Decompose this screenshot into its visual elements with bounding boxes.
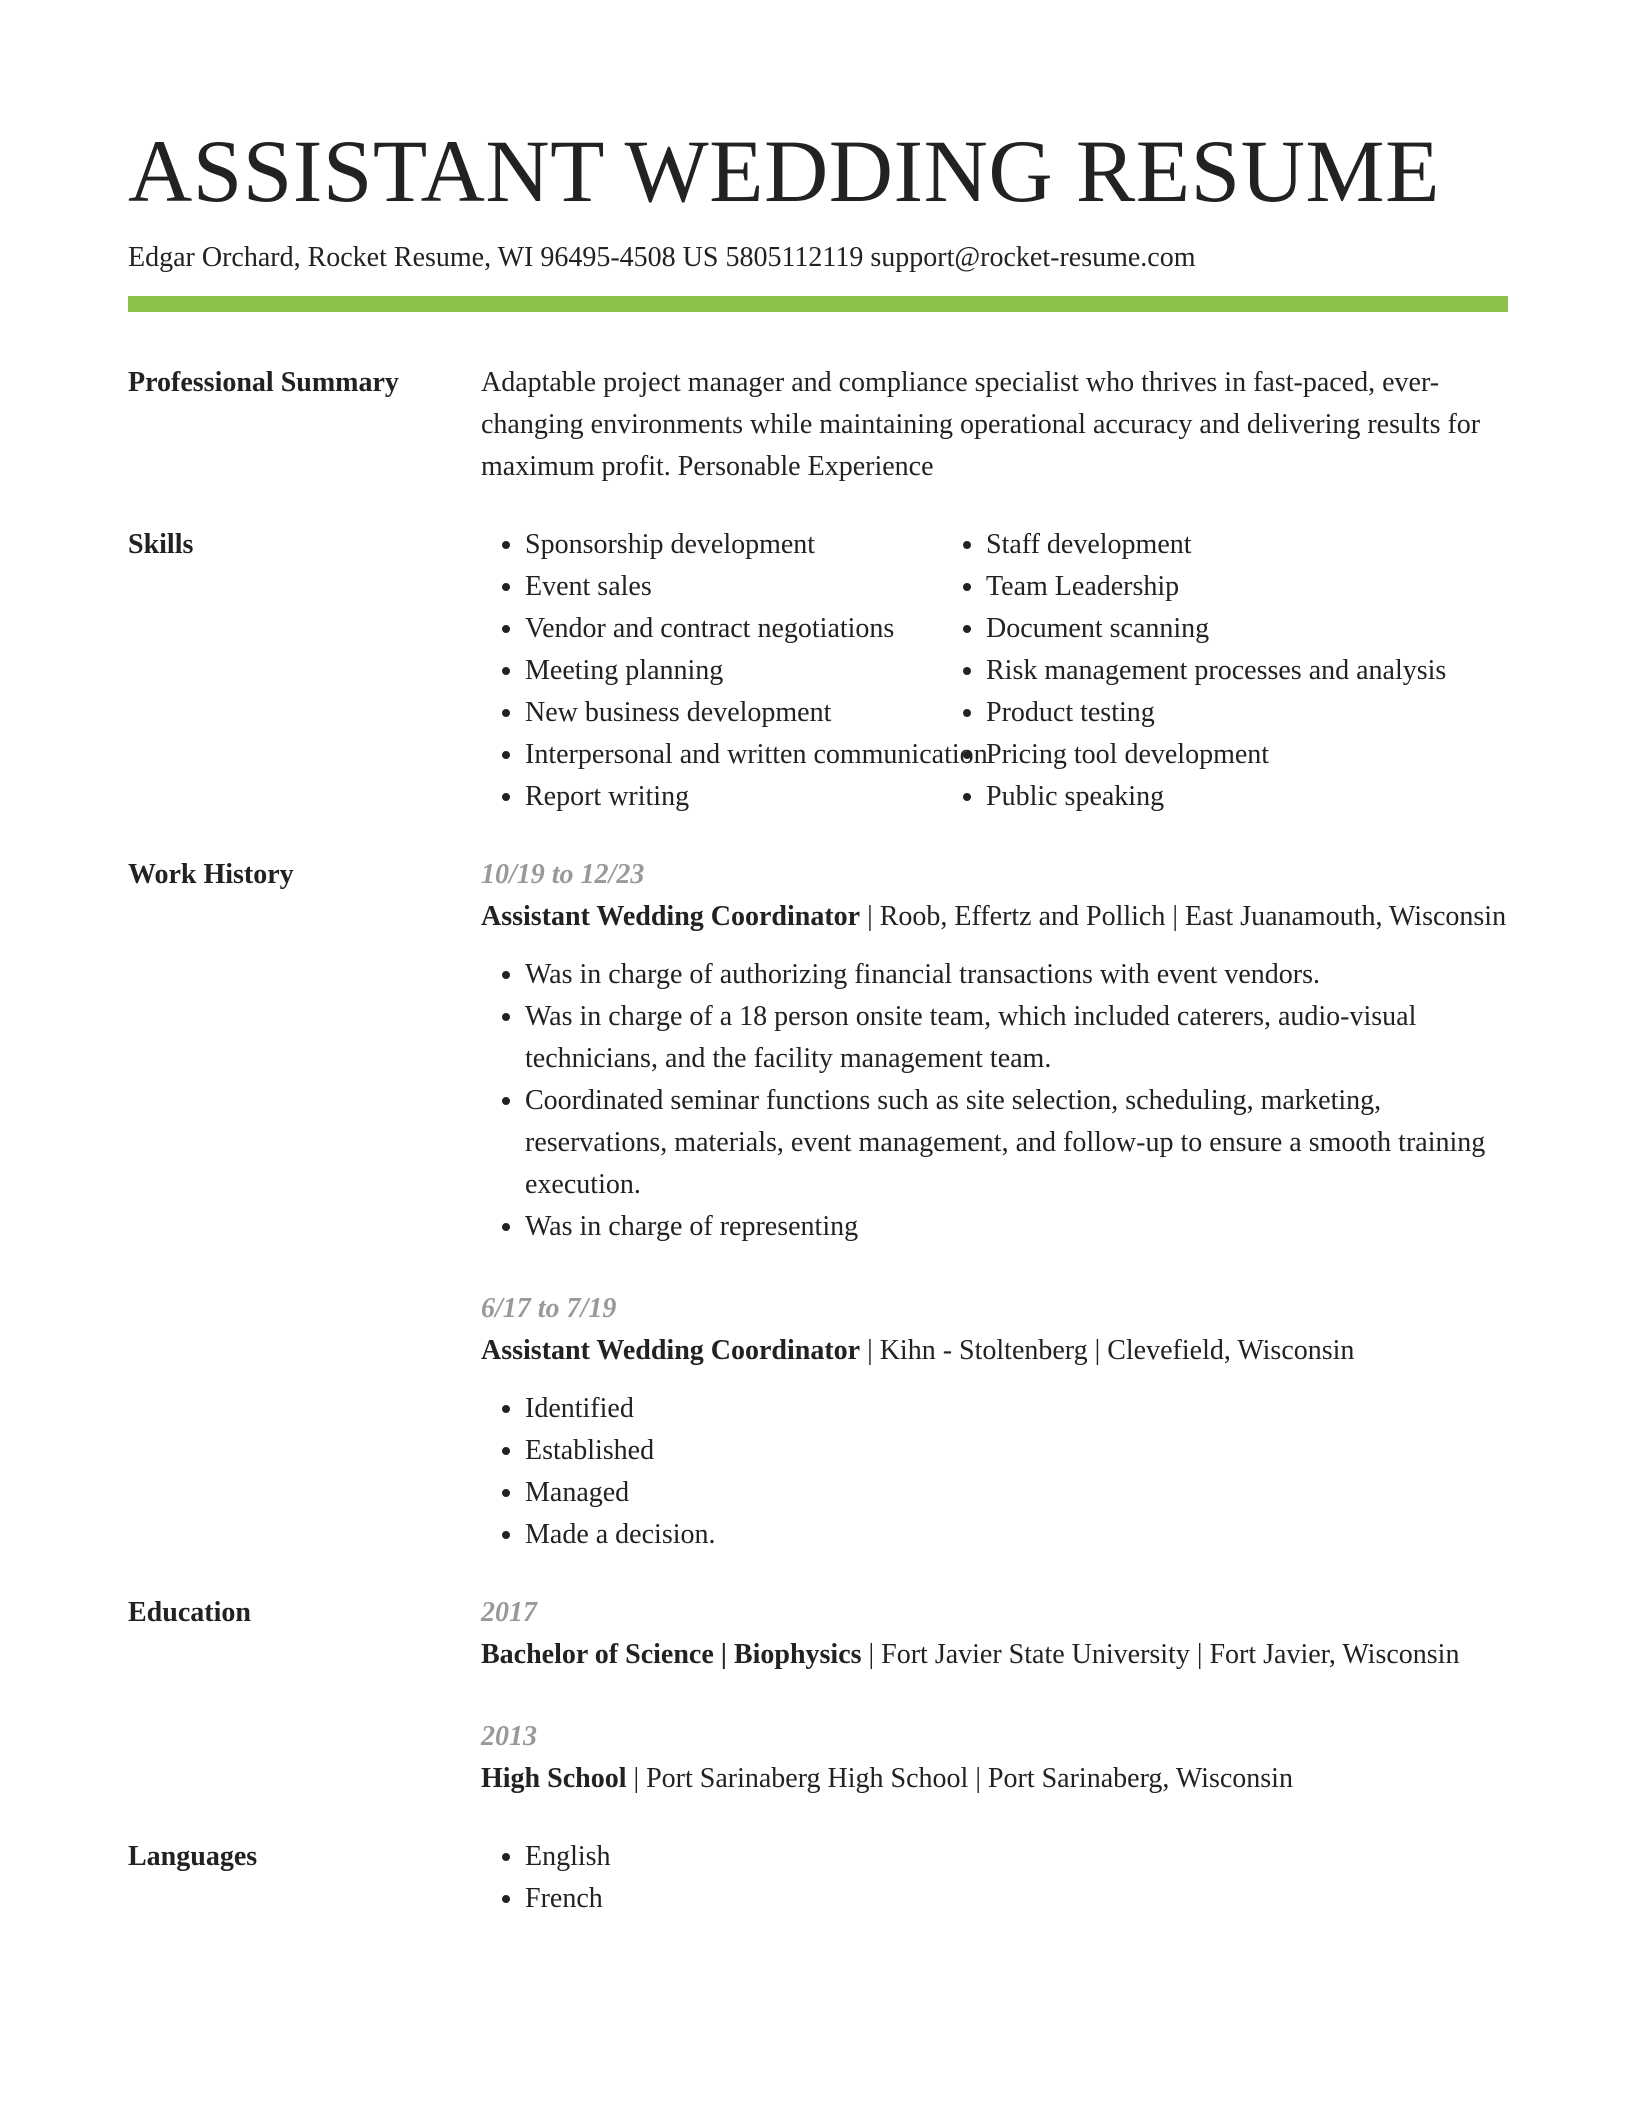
job-bullet: • Was in charge of authorizing financial transactions with event vendors. [525,954,1508,996]
work-history-body [481,854,1508,1556]
job-bullet: • Was in charge of representing [525,1206,1508,1248]
skill-item: • Document scanning [986,608,1508,650]
education-degree: High School [481,1763,627,1794]
skill-item: • Team Leadership [986,566,1508,608]
job-bullets [481,954,1508,1248]
contact-line: Edgar Orchard, Rocket Resume, WI 96495-4508 US 5805112119 support@rocket-resume.com [128,242,1196,273]
education-label: Education [128,1597,251,1628]
education-heading [481,1634,1508,1676]
education-year: 2013 [481,1721,537,1752]
job-details: | Kihn - Stoltenberg | Clevefield, Wisconsin [860,1335,1355,1366]
job-entry [481,854,1508,1248]
job-title: Assistant Wedding Coordinator [481,1335,861,1366]
education-section [128,1592,1508,1800]
summary-text: Adaptable project manager and compliance specialist who thrives in fast-paced, ever-changing environments while maintaining operational accuracy and delivering results for maximum profit. Personable Experience [481,367,1481,482]
languages-body [481,1836,1508,1920]
job-bullet: • Identified [525,1388,1508,1430]
resume-page [128,118,1508,1956]
language-item: • English [525,1836,1508,1878]
job-entry [481,1288,1508,1556]
education-entry [481,1592,1508,1676]
summary-body [481,362,1508,488]
skill-item: • Vendor and contract negotiations [525,608,942,650]
education-details: | Port Sarinaberg High School | Port Sarinaberg, Wisconsin [626,1763,1293,1794]
languages-section [128,1836,1508,1920]
job-bullet: • Was in charge of a 18 person onsite team, which included caterers, audio-visual technicians, and the facility management team. [525,996,1508,1080]
header-divider [128,296,1508,312]
education-body [481,1592,1508,1800]
education-details: | Fort Javier State University | Fort Javier, Wisconsin [861,1639,1460,1670]
skill-item: • Meeting planning [525,650,942,692]
skills-section [128,524,1508,818]
skills-column-right [942,524,1508,818]
skill-item: • Public speaking [986,776,1508,818]
skill-item: • Sponsorship development [525,524,942,566]
job-dates: 6/17 to 7/19 [481,1293,617,1324]
language-item: • French [525,1878,1508,1920]
languages-label: Languages [128,1841,258,1872]
job-bullet: • Established [525,1430,1508,1472]
job-heading [481,1330,1508,1372]
education-year: 2017 [481,1597,537,1628]
summary-label: Professional Summary [128,367,399,398]
work-history-section [128,854,1508,1556]
skill-item: • Pricing tool development [986,734,1508,776]
skill-item: • Risk management processes and analysis [986,650,1508,692]
job-bullet: • Coordinated seminar functions such as site selection, scheduling, marketing, reservations, materials, event management, and follow-up to ensure a smooth training execution. [525,1080,1508,1206]
job-bullet: • Made a decision. [525,1514,1508,1556]
job-heading [481,896,1508,938]
skills-label: Skills [128,529,194,560]
job-bullet: • Managed [525,1472,1508,1514]
languages-list [481,1836,1508,1920]
work-history-label: Work History [128,859,294,890]
resume-sections [128,362,1508,1920]
summary-section [128,362,1508,488]
skill-item: • Report writing [525,776,942,818]
skill-item: • Event sales [525,566,942,608]
skills-column-left [481,524,988,818]
job-dates: 10/19 to 12/23 [481,859,645,890]
skill-item: • Product testing [986,692,1508,734]
job-bullets [481,1388,1508,1556]
resume-title: ASSISTANT WEDDING RESUME [128,123,1440,221]
education-entry [481,1716,1508,1800]
skill-item: • New business development [525,692,942,734]
job-title: Assistant Wedding Coordinator [481,901,861,932]
job-details: | Roob, Effertz and Pollich | East Juanamouth, Wisconsin [860,901,1507,932]
education-heading [481,1758,1508,1800]
education-degree: Bachelor of Science | Biophysics [481,1639,862,1670]
skill-item: • Interpersonal and written communication [525,734,942,776]
skills-body [481,524,1508,818]
skill-item: • Staff development [986,524,1508,566]
